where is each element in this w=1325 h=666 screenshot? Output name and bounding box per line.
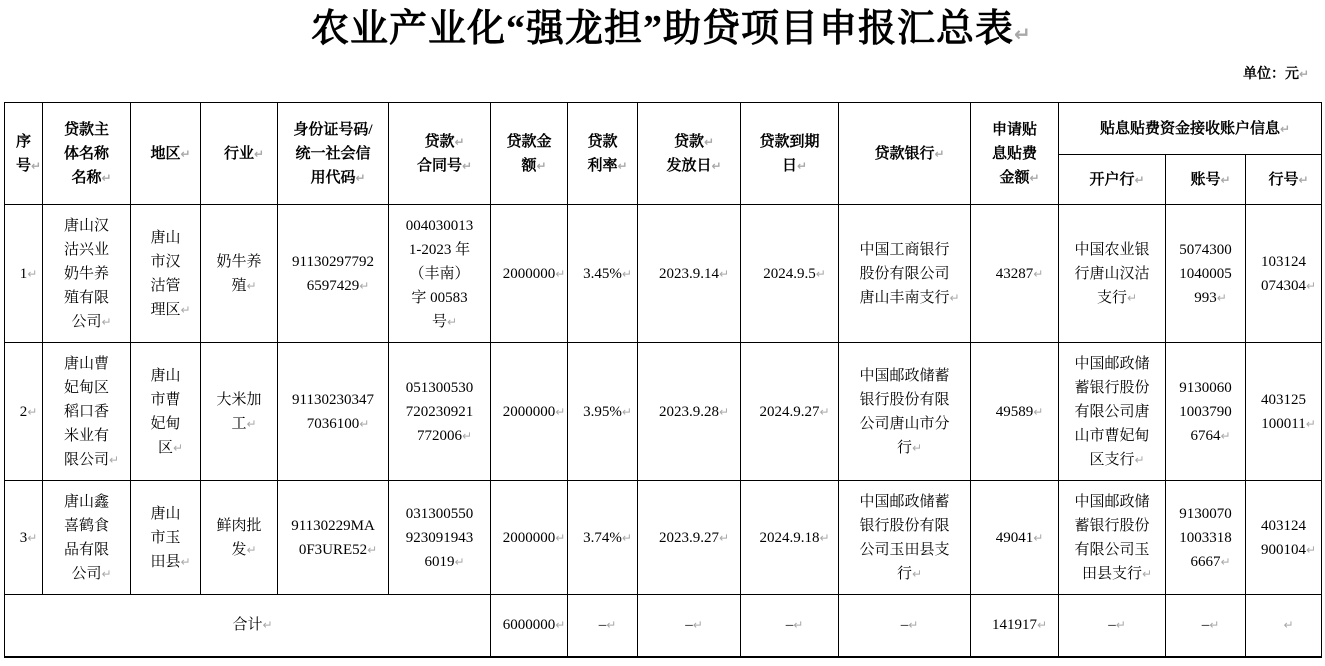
table-row (5, 205, 1322, 343)
totals-due-date: –↵ (741, 595, 839, 657)
cell-seq: 2↵ (5, 343, 43, 481)
cell-receiver-bank: 中国农业银行唐山汉沽支行↵ (1059, 205, 1166, 343)
cell-due-date: 2024.9.18↵ (741, 481, 839, 595)
page-title: 农业产业化“强龙担”助贷项目申报汇总表↵ (310, 8, 1032, 50)
cell-receiver-bank: 中国邮政储蓄银行股份有限公司唐山市曹妃甸区支行↵ (1059, 343, 1166, 481)
table-row (5, 481, 1322, 595)
cell-receiver-code: 403124900104↵ (1246, 481, 1322, 595)
cell-amount: 2000000↵ (491, 481, 568, 595)
cell-subsidy: 49589↵ (971, 343, 1059, 481)
loan-summary-table (4, 102, 1322, 658)
header-issue-date: 贷款↵ 发放日↵ (638, 103, 741, 205)
cell-bank: 中国工商银行股份有限公司唐山丰南支行↵ (839, 205, 971, 343)
totals-receiver-bank: –↵ (1059, 595, 1166, 657)
cell-rate: 3.95%↵ (568, 343, 638, 481)
cell-industry: 鲜肉批发↵ (201, 481, 278, 595)
cell-bank: 中国邮政储蓄银行股份有限公司唐山市分行↵ (839, 343, 971, 481)
header-account-group: 贴息贴费资金接收账户信息↵ (1059, 103, 1322, 155)
cell-borrower: 唐山汉沽兴业奶牛养殖有限公司↵ (43, 205, 131, 343)
cell-issue-date: 2023.9.28↵ (638, 343, 741, 481)
cell-contract-no: 0040300131-2023 年（丰南）字 00583 号↵ (389, 205, 491, 343)
cell-issue-date: 2023.9.27↵ (638, 481, 741, 595)
cell-subsidy: 43287↵ (971, 205, 1059, 343)
header-borrower: 贷款主体名称名称↵ (43, 103, 131, 205)
header-contract-no: 贷款↵ 合同号↵ (389, 103, 491, 205)
cell-industry: 大米加工↵ (201, 343, 278, 481)
cell-contract-no: 051300530720230921772006↵ (389, 343, 491, 481)
header-amount: 贷款金额↵ (491, 103, 568, 205)
header-receiver-account: 账号↵ (1166, 155, 1246, 205)
unit-label: 单位：元↵ (1243, 67, 1310, 82)
totals-subsidy: 141917↵ (971, 595, 1059, 657)
cell-credit-code: 91130229MA0F3URE52↵ (278, 481, 389, 595)
cell-amount: 2000000↵ (491, 343, 568, 481)
cell-industry: 奶牛养殖↵ (201, 205, 278, 343)
header-region: 地区↵ (131, 103, 201, 205)
table-row (5, 343, 1322, 481)
totals-label: 合计↵ (5, 595, 491, 657)
header-receiver-code: 行号↵ (1246, 155, 1322, 205)
totals-receiver-code: ↵ (1246, 595, 1322, 657)
cell-due-date: 2024.9.27↵ (741, 343, 839, 481)
cell-region: 唐山市汉沽管理区↵ (131, 205, 201, 343)
cell-region: 唐山市曹妃甸区↵ (131, 343, 201, 481)
cell-borrower: 唐山曹妃甸区稻口香米业有限公司↵ (43, 343, 131, 481)
header-due-date: 贷款到期日↵ (741, 103, 839, 205)
header-receiver-bank: 开户行↵ (1059, 155, 1166, 205)
cell-receiver-code: 103124074304↵ (1246, 205, 1322, 343)
cell-credit-code: 911302977926597429↵ (278, 205, 389, 343)
cell-seq: 1↵ (5, 205, 43, 343)
cell-subsidy: 49041↵ (971, 481, 1059, 595)
cell-receiver-account: 913007010033186667↵ (1166, 481, 1246, 595)
cell-rate: 3.45%↵ (568, 205, 638, 343)
cell-credit-code: 911302303477036100↵ (278, 343, 389, 481)
totals-issue-date: –↵ (638, 595, 741, 657)
cell-borrower: 唐山鑫喜鹤食品有限公司↵ (43, 481, 131, 595)
header-seq: 序号↵ (5, 103, 43, 205)
cell-receiver-code: 403125100011↵ (1246, 343, 1322, 481)
cell-region: 唐山市玉田县↵ (131, 481, 201, 595)
header-rate: 贷款利率↵ (568, 103, 638, 205)
cell-issue-date: 2023.9.14↵ (638, 205, 741, 343)
cell-rate: 3.74%↵ (568, 481, 638, 595)
cell-seq: 3↵ (5, 481, 43, 595)
cell-receiver-bank: 中国邮政储蓄银行股份有限公司玉田县支行↵ (1059, 481, 1166, 595)
cell-receiver-account: 50743001040005993↵ (1166, 205, 1246, 343)
totals-row (5, 595, 1322, 657)
cell-bank: 中国邮政储蓄银行股份有限公司玉田县支行↵ (839, 481, 971, 595)
totals-bank: –↵ (839, 595, 971, 657)
totals-receiver-account: –↵ (1166, 595, 1246, 657)
totals-rate: –↵ (568, 595, 638, 657)
cell-receiver-account: 913006010037906764↵ (1166, 343, 1246, 481)
cell-amount: 2000000↵ (491, 205, 568, 343)
totals-amount: 6000000↵ (491, 595, 568, 657)
cell-contract-no: 0313005509230919436019↵ (389, 481, 491, 595)
header-bank: 贷款银行↵ (839, 103, 971, 205)
header-subsidy: 申请贴息贴费金额↵ (971, 103, 1059, 205)
header-credit-code: 身份证号码/统一社会信用代码↵ (278, 103, 389, 205)
cell-due-date: 2024.9.5↵ (741, 205, 839, 343)
header-industry: 行业↵ (201, 103, 278, 205)
